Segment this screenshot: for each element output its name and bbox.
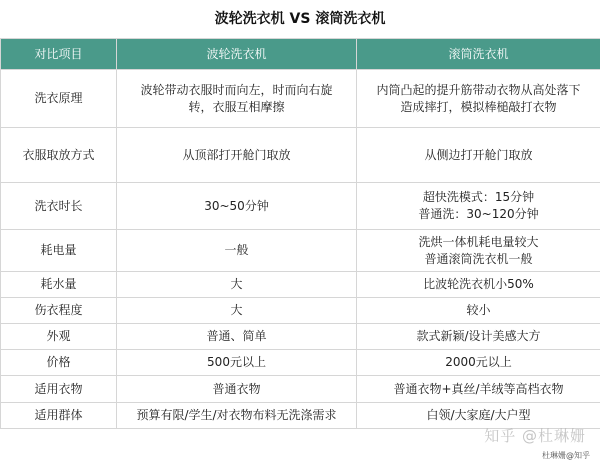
- cell-line: 一般: [224, 243, 249, 257]
- pulsator-cell: [117, 128, 357, 183]
- cell-line: 普通洗：30~120分钟: [418, 207, 539, 221]
- cell-line: 普通衣物: [212, 381, 261, 396]
- drum-cell: [357, 128, 600, 183]
- table-row: [1, 298, 600, 324]
- drum-cell: [357, 70, 600, 128]
- table-row: [1, 128, 600, 183]
- cell-line: 普通、简单: [206, 329, 267, 343]
- cell-line: 超快洗模式：15分钟: [422, 190, 535, 204]
- credit-text: 杜琳姗@知乎: [542, 451, 590, 460]
- cell-line: 白领/大家庭/大户型: [426, 408, 531, 422]
- cell-line: 转，衣服互相摩擦: [188, 99, 285, 114]
- cell-line: 从侧边打开舱门取放: [424, 147, 533, 162]
- drum-cell: [357, 298, 600, 324]
- table-row: [1, 183, 600, 230]
- cell-line: 比波轮洗衣机小50%: [423, 277, 534, 291]
- cell-line: 2000元以上: [445, 355, 512, 369]
- table-row: [1, 272, 600, 298]
- table-row: [1, 350, 600, 376]
- row-label: 外观: [1, 324, 117, 350]
- pulsator-cell: [117, 230, 357, 272]
- cell-line: 较小: [466, 303, 491, 317]
- row-label: 耗水量: [1, 272, 117, 298]
- header-drum: 滚筒洗衣机: [357, 39, 600, 70]
- row-label: 价格: [1, 350, 117, 376]
- row-label: 洗衣原理: [1, 70, 117, 128]
- row-label: 适用衣物: [1, 376, 117, 403]
- pulsator-cell: [117, 70, 357, 128]
- cell-line: 波轮带动衣服时而向左，时而向右旋: [140, 82, 333, 97]
- table-title: 波轮洗衣机 VS 滚筒洗衣机: [214, 11, 386, 27]
- header-pulsator: 波轮洗衣机: [117, 39, 357, 70]
- table-row: [1, 230, 600, 272]
- pulsator-cell: [117, 403, 357, 429]
- cell-line: 普通滚筒洗衣机一般: [424, 251, 533, 266]
- pulsator-cell: [117, 376, 357, 403]
- cell-line: 普通衣物+真丝/羊绒等高档衣物: [393, 381, 564, 396]
- drum-cell: [357, 350, 600, 376]
- row-label: 衣服取放方式: [1, 128, 117, 183]
- cell-line: 内筒凸起的提升筋带动衣物从高处落下: [376, 82, 581, 97]
- header-row: [1, 39, 600, 70]
- watermark: 知乎 @杜琳姗: [484, 427, 586, 445]
- table-row: [1, 70, 600, 128]
- drum-cell: [357, 183, 600, 230]
- cell-line: 30~50分钟: [204, 198, 269, 213]
- drum-cell: [357, 230, 600, 272]
- cell-line: 款式新颖/设计美感大方: [416, 329, 541, 343]
- drum-cell: [357, 376, 600, 403]
- table-row: [1, 376, 600, 403]
- cell-line: 造成摔打，模拟棒槌敲打衣物: [400, 99, 557, 114]
- cell-line: 大: [230, 277, 243, 291]
- header-item: 对比项目: [1, 39, 117, 70]
- cell-line: 从顶部打开舱门取放: [182, 147, 291, 162]
- pulsator-cell: [117, 350, 357, 376]
- drum-cell: [357, 272, 600, 298]
- pulsator-cell: [117, 272, 357, 298]
- drum-cell: [357, 324, 600, 350]
- pulsator-cell: [117, 298, 357, 324]
- row-label: 洗衣时长: [1, 183, 117, 230]
- row-label: 耗电量: [1, 230, 117, 272]
- pulsator-cell: [117, 183, 357, 230]
- pulsator-cell: [117, 324, 357, 350]
- row-label: 伤衣程度: [1, 298, 117, 324]
- table-row: [1, 324, 600, 350]
- cell-line: 大: [230, 303, 243, 317]
- cell-line: 洗烘一体机耗电量较大: [418, 234, 539, 249]
- row-label: 适用群体: [1, 403, 117, 429]
- comparison-table: [0, 38, 600, 429]
- cell-line: 预算有限/学生/对衣物布料无洗涤需求: [136, 408, 337, 422]
- cell-line: 500元以上: [207, 355, 266, 369]
